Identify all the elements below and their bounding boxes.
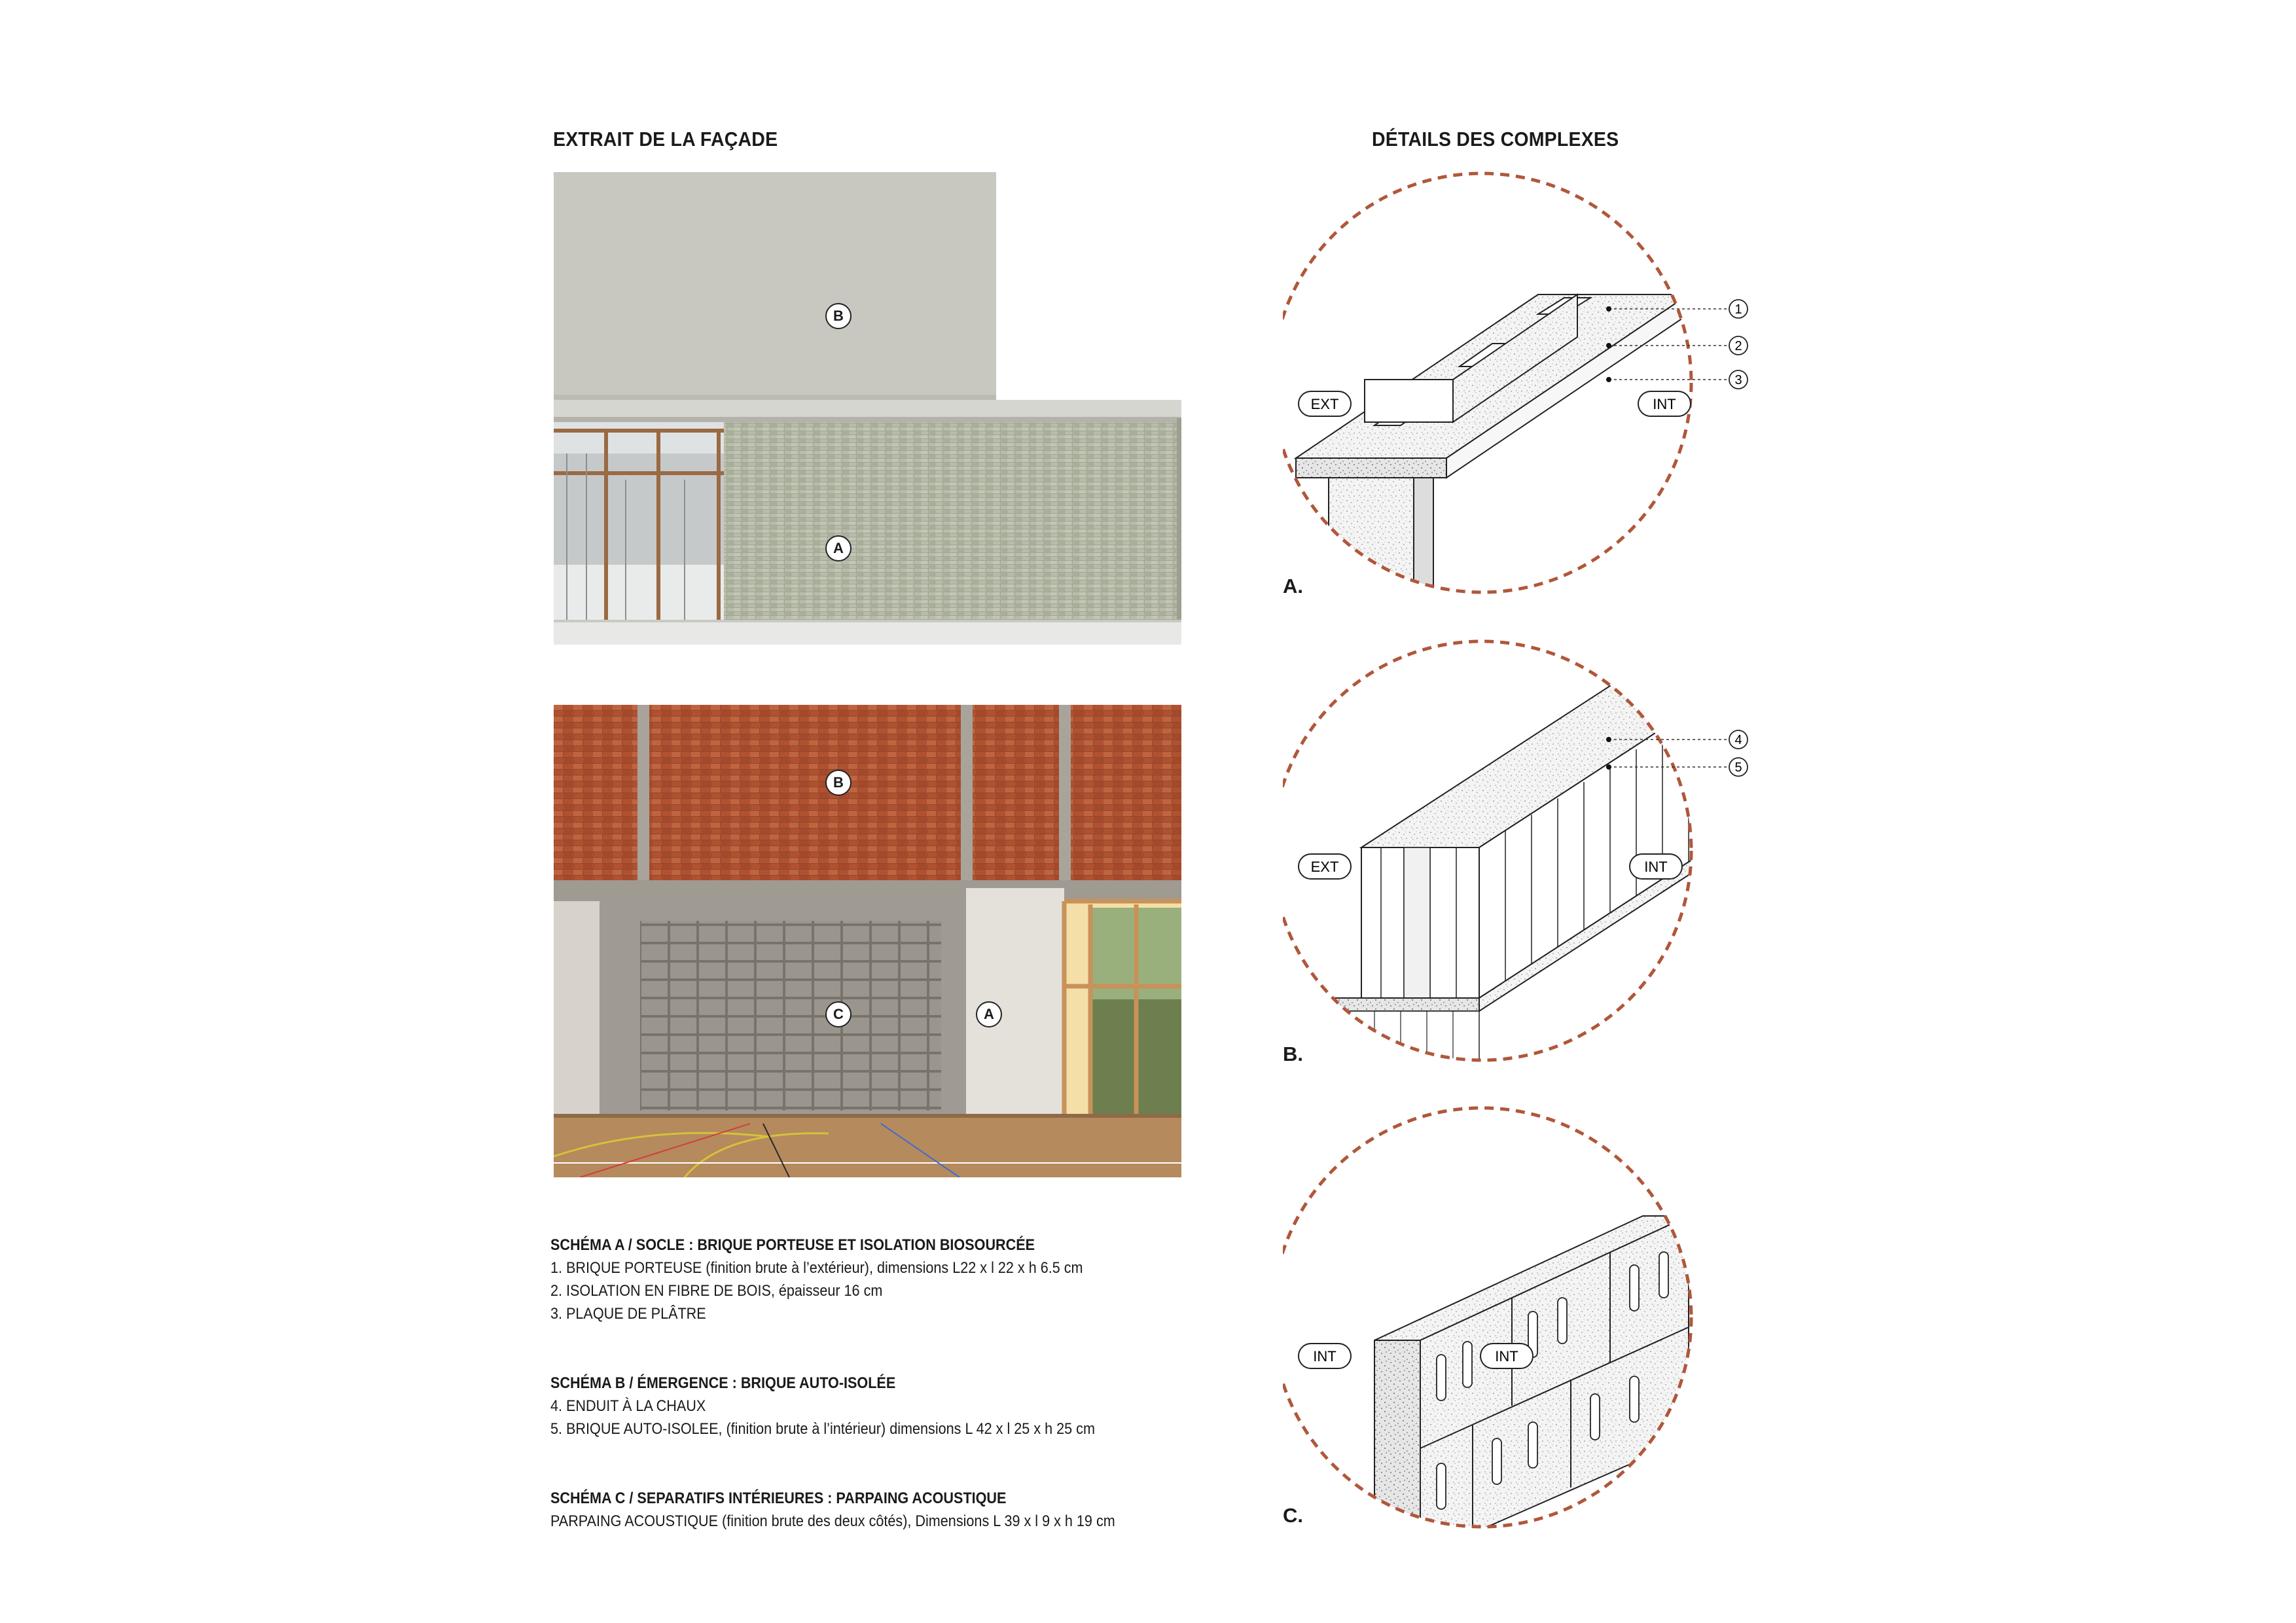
marker-c: C [825, 1001, 852, 1027]
caption-title: SCHÉMA B / ÉMERGENCE : BRIQUE AUTO-ISOLÉE [550, 1374, 896, 1392]
tag-int: INT [1313, 1348, 1336, 1364]
caption-line: 3. PLAQUE DE PLÂTRE [550, 1305, 706, 1323]
caption-line: 4. ENDUIT À LA CHAUX [550, 1397, 706, 1415]
callout-1: 1 [1734, 302, 1742, 317]
caption-schema-a [550, 1234, 1198, 1325]
exterior-facade-illustration [554, 172, 1181, 645]
marker-b: B [825, 770, 852, 796]
detail-label-b: B. [1283, 1043, 1303, 1065]
facade-heading: EXTRAIT DE LA FAÇADE [553, 128, 778, 151]
callout-5: 5 [1734, 760, 1742, 775]
tag-int: INT [1644, 859, 1668, 875]
interior-render [554, 705, 1181, 1177]
marker-a: A [976, 1001, 1002, 1027]
caption-title: SCHÉMA C / SEPARATIFS INTÉRIEURES : PARPAING ACOUSTIQUE [550, 1489, 1007, 1507]
caption-line: PARPAING ACOUSTIQUE (finition brute des deux côtés), Dimensions L 39 x l 9 x h 19 cm [550, 1512, 1115, 1530]
detail-c-drawing [1283, 1098, 1806, 1550]
detail-b [1283, 632, 1806, 1083]
interior-illustration [554, 705, 1181, 1177]
exterior-facade-render [554, 172, 1181, 645]
callout-2: 2 [1734, 339, 1742, 353]
tag-ext: EXT [1310, 859, 1339, 875]
marker-a: A [825, 535, 852, 562]
detail-a-drawing [1283, 164, 1806, 615]
tag-int: INT [1653, 396, 1676, 412]
caption-line: 2. ISOLATION EN FIBRE DE BOIS, épaisseur 16 cm [550, 1282, 883, 1300]
detail-c [1283, 1098, 1806, 1550]
detail-a [1283, 164, 1806, 615]
caption-line: 1. BRIQUE PORTEUSE (finition brute à l’extérieur), dimensions L22 x l 22 x h 6.5 cm [550, 1259, 1083, 1277]
tag-int: INT [1495, 1348, 1518, 1364]
caption-schema-c [550, 1487, 1198, 1533]
caption-schema-b [550, 1372, 1198, 1440]
callout-4: 4 [1734, 733, 1742, 747]
detail-label-c: C. [1283, 1504, 1303, 1527]
details-heading: DÉTAILS DES COMPLEXES [1372, 128, 1619, 151]
caption-line: 5. BRIQUE AUTO-ISOLEE, (finition brute à l’intérieur) dimensions L 42 x l 25 x h 25 cm [550, 1420, 1095, 1438]
caption-title: SCHÉMA A / SOCLE : BRIQUE PORTEUSE ET ISOLATION BIOSOURCÉE [550, 1236, 1035, 1254]
detail-b-drawing [1283, 632, 1806, 1083]
callout-3: 3 [1734, 373, 1742, 387]
tag-ext: EXT [1310, 396, 1339, 412]
marker-b: B [825, 303, 852, 329]
detail-label-a: A. [1283, 575, 1303, 597]
